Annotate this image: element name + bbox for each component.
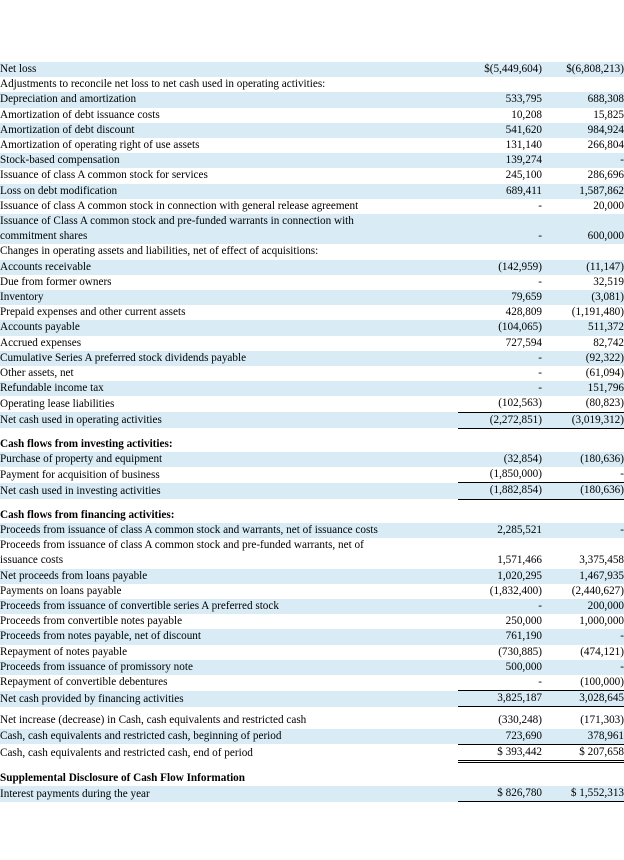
row-value-prior: 32,519 xyxy=(542,275,624,290)
table-row xyxy=(0,138,624,153)
row-value-prior: 984,924 xyxy=(542,123,624,138)
row-label: Adjustments to reconcile net loss to net cash used in operating activities: xyxy=(0,77,458,92)
row-label: Prepaid expenses and other current assets xyxy=(0,305,458,320)
table-row xyxy=(0,553,624,568)
row-value-current: 1,571,466 xyxy=(458,553,542,568)
row-label: Cash flows from investing activities: xyxy=(0,437,458,452)
table-row xyxy=(0,351,624,366)
row-label: Amortization of operating right of use assets xyxy=(0,138,458,153)
row-label: Repayment of notes payable xyxy=(0,645,458,660)
spacer-cell xyxy=(542,499,624,508)
row-value-prior xyxy=(542,77,624,92)
row-value-current: 723,690 xyxy=(458,729,542,745)
table-row xyxy=(0,199,624,214)
row-label: Payments on loans payable xyxy=(0,584,458,599)
table-row xyxy=(0,336,624,351)
row-label: Operating lease liabilities xyxy=(0,396,458,412)
table-row xyxy=(0,629,624,644)
table-spacer-row xyxy=(0,428,624,437)
row-label: Net increase (decrease) in Cash, cash equivalents and restricted cash xyxy=(0,713,458,728)
table-row xyxy=(0,153,624,168)
row-value-current: (1,832,400) xyxy=(458,584,542,599)
spacer-cell xyxy=(0,499,458,508)
row-label: Net loss xyxy=(0,62,458,77)
row-value-current xyxy=(458,437,542,452)
table-row xyxy=(0,675,624,691)
row-value-prior: - xyxy=(542,523,624,538)
row-value-current: 727,594 xyxy=(458,336,542,351)
row-value-current: - xyxy=(458,599,542,614)
row-value-current: - xyxy=(458,381,542,396)
row-label: Net cash used in investing activities xyxy=(0,483,458,499)
row-value-prior: (474,121) xyxy=(542,645,624,660)
table-row xyxy=(0,320,624,335)
spacer-cell xyxy=(542,761,624,771)
table-row xyxy=(0,645,624,660)
row-value-prior: 3,375,458 xyxy=(542,553,624,568)
row-label: Accrued expenses xyxy=(0,336,458,351)
row-label: Proceeds from issuance of convertible series A preferred stock xyxy=(0,599,458,614)
row-value-current: 245,100 xyxy=(458,168,542,183)
row-value-prior: 15,825 xyxy=(542,108,624,123)
row-value-prior: 82,742 xyxy=(542,336,624,351)
row-value-current: 10,208 xyxy=(458,108,542,123)
row-label: Refundable income tax xyxy=(0,381,458,396)
spacer-cell xyxy=(0,761,458,771)
row-value-current: 131,140 xyxy=(458,138,542,153)
table-row xyxy=(0,229,624,244)
row-value-prior: - xyxy=(542,467,624,483)
table-row xyxy=(0,713,624,728)
row-value-current: 2,285,521 xyxy=(458,523,542,538)
row-value-prior xyxy=(542,437,624,452)
row-value-current: - xyxy=(458,675,542,691)
table-row xyxy=(0,412,624,428)
table-row xyxy=(0,77,624,92)
row-value-prior: 1,467,935 xyxy=(542,569,624,584)
row-label: Amortization of debt issuance costs xyxy=(0,108,458,123)
row-label: Net cash used in operating activities xyxy=(0,412,458,428)
row-value-current: (730,885) xyxy=(458,645,542,660)
table-row xyxy=(0,366,624,381)
row-value-prior: 200,000 xyxy=(542,599,624,614)
row-label: Cash, cash equivalents and restricted cash, beginning of period xyxy=(0,729,458,745)
row-value-prior: $(6,808,213) xyxy=(542,62,624,77)
table-row xyxy=(0,691,624,707)
row-value-prior: 266,804 xyxy=(542,138,624,153)
row-value-prior: (3,019,312) xyxy=(542,412,624,428)
row-value-current xyxy=(458,77,542,92)
table-spacer-row xyxy=(0,761,624,771)
row-label: Issuance of class A common stock in connection with general release agreement xyxy=(0,199,458,214)
row-value-current: 250,000 xyxy=(458,614,542,629)
row-value-current: (102,563) xyxy=(458,396,542,412)
row-label: Net cash provided by financing activities xyxy=(0,691,458,707)
row-value-prior: (180,636) xyxy=(542,483,624,499)
table-row xyxy=(0,260,624,275)
row-value-prior: 378,961 xyxy=(542,729,624,745)
row-value-current: (330,248) xyxy=(458,713,542,728)
table-row xyxy=(0,396,624,412)
row-label: Loss on debt modification xyxy=(0,184,458,199)
table-row xyxy=(0,614,624,629)
row-label: Inventory xyxy=(0,290,458,305)
row-value-current: - xyxy=(458,275,542,290)
row-value-current: 79,659 xyxy=(458,290,542,305)
table-row xyxy=(0,584,624,599)
table-row xyxy=(0,244,624,259)
row-value-current: (142,959) xyxy=(458,260,542,275)
table-row xyxy=(0,437,624,452)
row-value-current: - xyxy=(458,366,542,381)
row-value-current: (2,272,851) xyxy=(458,412,542,428)
row-label: Amortization of debt discount xyxy=(0,123,458,138)
row-label: issuance costs xyxy=(0,553,458,568)
spacer-cell xyxy=(542,428,624,437)
row-value-prior: 3,028,645 xyxy=(542,691,624,707)
table-row xyxy=(0,123,624,138)
spacer-cell xyxy=(0,428,458,437)
row-value-current: 689,411 xyxy=(458,184,542,199)
table-row xyxy=(0,744,624,761)
row-value-prior: $ 207,658 xyxy=(542,744,624,761)
table-row xyxy=(0,569,624,584)
row-label: Proceeds from issuance of class A common stock and pre-funded warrants, net of xyxy=(0,538,458,553)
cash-flow-table xyxy=(0,62,624,802)
row-value-current: 139,274 xyxy=(458,153,542,168)
row-label: Issuance of class A common stock for services xyxy=(0,168,458,183)
row-label: Due from former owners xyxy=(0,275,458,290)
table-row xyxy=(0,92,624,107)
spacer-cell xyxy=(458,761,542,771)
row-value-current xyxy=(458,214,542,229)
row-value-current: - xyxy=(458,351,542,366)
row-label: Other assets, net xyxy=(0,366,458,381)
row-label: Accounts receivable xyxy=(0,260,458,275)
row-label: Issuance of Class A common stock and pre-funded warrants in connection with xyxy=(0,214,458,229)
table-row xyxy=(0,523,624,538)
table-row xyxy=(0,508,624,523)
row-label: Cumulative Series A preferred stock dividends payable xyxy=(0,351,458,366)
row-value-prior: - xyxy=(542,629,624,644)
row-value-prior: $ 1,552,313 xyxy=(542,786,624,802)
row-label: Supplemental Disclosure of Cash Flow Information xyxy=(0,771,458,786)
row-value-prior: 151,796 xyxy=(542,381,624,396)
table-row xyxy=(0,290,624,305)
row-label: Net proceeds from loans payable xyxy=(0,569,458,584)
row-value-prior: (11,147) xyxy=(542,260,624,275)
table-row xyxy=(0,108,624,123)
row-value-current xyxy=(458,244,542,259)
row-label: Proceeds from issuance of promissory note xyxy=(0,660,458,675)
row-value-current: - xyxy=(458,229,542,244)
table-row xyxy=(0,786,624,802)
table-row xyxy=(0,275,624,290)
row-label: commitment shares xyxy=(0,229,458,244)
row-label: Cash, cash equivalents and restricted cash, end of period xyxy=(0,744,458,761)
table-row xyxy=(0,452,624,467)
row-value-prior xyxy=(542,771,624,786)
row-value-prior: 20,000 xyxy=(542,199,624,214)
row-value-current: $ 826,780 xyxy=(458,786,542,802)
row-value-prior: 1,000,000 xyxy=(542,614,624,629)
row-value-prior: (3,081) xyxy=(542,290,624,305)
row-value-current: 500,000 xyxy=(458,660,542,675)
table-row xyxy=(0,168,624,183)
row-value-prior xyxy=(542,214,624,229)
spacer-cell xyxy=(458,499,542,508)
table-row xyxy=(0,184,624,199)
spacer-cell xyxy=(458,428,542,437)
row-value-prior: (1,191,480) xyxy=(542,305,624,320)
row-value-prior: (2,440,627) xyxy=(542,584,624,599)
row-value-current: 541,620 xyxy=(458,123,542,138)
row-value-current: (104,065) xyxy=(458,320,542,335)
row-value-prior: (61,094) xyxy=(542,366,624,381)
row-value-prior xyxy=(542,538,624,553)
row-value-prior: - xyxy=(542,660,624,675)
row-value-prior: - xyxy=(542,153,624,168)
row-value-prior: 1,587,862 xyxy=(542,184,624,199)
table-row xyxy=(0,305,624,320)
table-row xyxy=(0,381,624,396)
row-value-current: (32,854) xyxy=(458,452,542,467)
row-label: Repayment of convertible debentures xyxy=(0,675,458,691)
table-row xyxy=(0,483,624,499)
row-value-current: 1,020,295 xyxy=(458,569,542,584)
row-value-prior xyxy=(542,244,624,259)
row-value-current xyxy=(458,538,542,553)
table-spacer-row xyxy=(0,499,624,508)
row-value-prior: (100,000) xyxy=(542,675,624,691)
row-value-prior: (180,636) xyxy=(542,452,624,467)
row-value-current: $(5,449,604) xyxy=(458,62,542,77)
row-value-current: 761,190 xyxy=(458,629,542,644)
row-value-prior: (92,322) xyxy=(542,351,624,366)
row-label: Proceeds from notes payable, net of discount xyxy=(0,629,458,644)
row-label: Payment for acquisition of business xyxy=(0,467,458,483)
row-value-current xyxy=(458,508,542,523)
table-row xyxy=(0,771,624,786)
row-label: Proceeds from issuance of class A common stock and warrants, net of issuance costs xyxy=(0,523,458,538)
row-value-current xyxy=(458,771,542,786)
row-value-prior: 688,308 xyxy=(542,92,624,107)
row-value-prior xyxy=(542,508,624,523)
row-label: Stock-based compensation xyxy=(0,153,458,168)
row-label: Interest payments during the year xyxy=(0,786,458,802)
row-label: Proceeds from convertible notes payable xyxy=(0,614,458,629)
row-value-prior: 511,372 xyxy=(542,320,624,335)
row-value-current: 533,795 xyxy=(458,92,542,107)
row-value-prior: 286,696 xyxy=(542,168,624,183)
table-row xyxy=(0,660,624,675)
row-value-current: 428,809 xyxy=(458,305,542,320)
row-value-prior: (80,823) xyxy=(542,396,624,412)
table-row xyxy=(0,538,624,553)
table-row xyxy=(0,599,624,614)
row-value-current: 3,825,187 xyxy=(458,691,542,707)
table-row xyxy=(0,214,624,229)
row-value-current: - xyxy=(458,199,542,214)
row-label: Accounts payable xyxy=(0,320,458,335)
table-row xyxy=(0,729,624,745)
row-label: Changes in operating assets and liabilities, net of effect of acquisitions: xyxy=(0,244,458,259)
row-value-prior: 600,000 xyxy=(542,229,624,244)
table-row xyxy=(0,467,624,483)
row-label: Purchase of property and equipment xyxy=(0,452,458,467)
row-label: Cash flows from financing activities: xyxy=(0,508,458,523)
cash-flow-table-body xyxy=(0,62,624,802)
row-value-prior: (171,303) xyxy=(542,713,624,728)
row-value-current: (1,882,854) xyxy=(458,483,542,499)
row-value-current: (1,850,000) xyxy=(458,467,542,483)
table-row xyxy=(0,62,624,77)
row-label: Depreciation and amortization xyxy=(0,92,458,107)
row-value-current: $ 393,442 xyxy=(458,744,542,761)
